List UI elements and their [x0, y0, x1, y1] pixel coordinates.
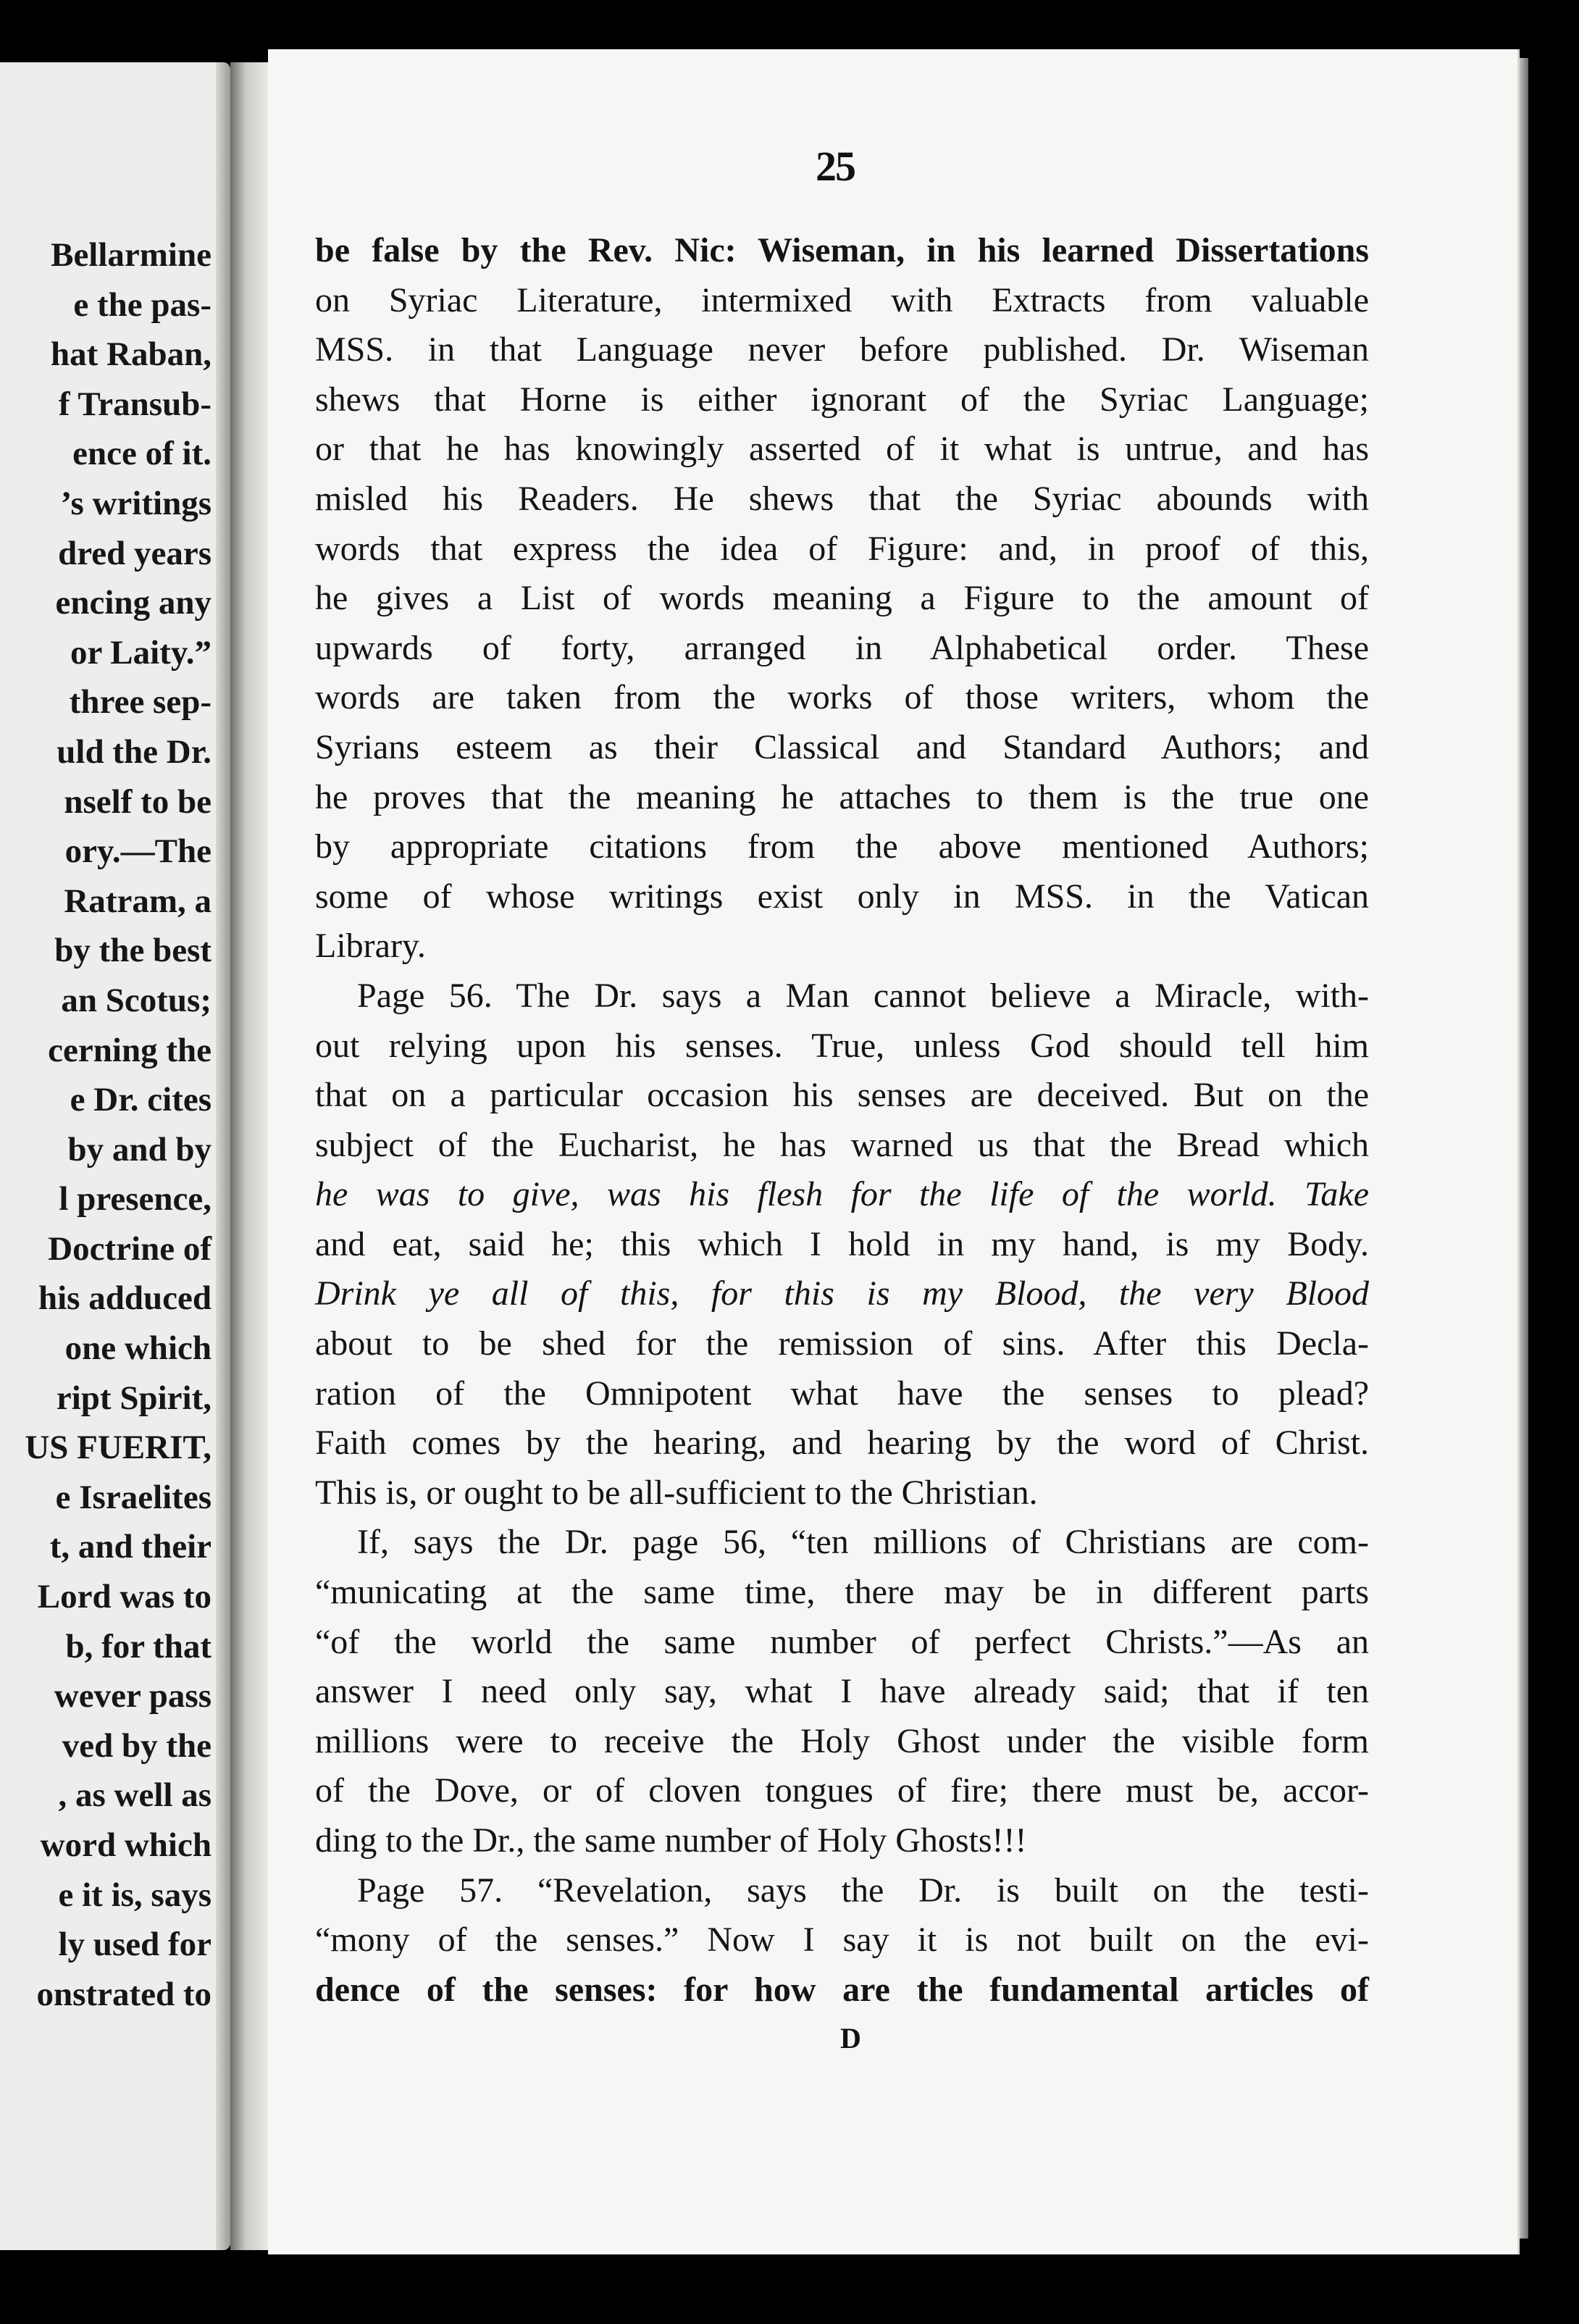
left-page-edge: [216, 62, 230, 2250]
text-line: out relying upon his senses. True, unless God should tell him: [315, 1026, 1369, 1065]
left-line: e the pas-: [73, 285, 211, 324]
left-line: one which: [64, 1329, 211, 1368]
left-line: ’s writings: [60, 484, 211, 522]
text-line: some of whose writings exist only in MSS. in the Vatican: [315, 877, 1369, 916]
page-number: 25: [816, 143, 855, 190]
text-line: he proves that the meaning he attaches to them is the true one: [315, 777, 1369, 816]
left-line: Ratram, a: [64, 882, 211, 920]
text-line: ration of the Omnipotent what have the senses to plead?: [315, 1374, 1369, 1413]
left-line: b, for that: [65, 1627, 211, 1665]
left-line: ly used for: [58, 1926, 211, 1964]
left-line: US FUERIT,: [25, 1429, 211, 1467]
left-facing-page: [0, 62, 230, 2250]
left-line: dred years: [58, 534, 211, 572]
text-line: or that he has knowingly asserted of it what is untrue, and has: [315, 430, 1369, 469]
left-line: uld the Dr.: [56, 732, 211, 771]
text-line: words are taken from the works of those writers, whom the: [315, 678, 1369, 717]
left-line: l presence,: [59, 1180, 211, 1219]
text-line: shews that Horne is either ignorant of the Syriac Language;: [315, 380, 1369, 419]
text-line: Page 57. “Revelation, says the Dr. is built on the testi-: [357, 1871, 1369, 1910]
left-line: e it is, says: [58, 1876, 211, 1914]
text-line: MSS. in that Language never before published. Dr. Wiseman: [315, 330, 1369, 369]
text-line: misled his Readers. He shews that the Syriac abounds with: [315, 479, 1369, 518]
text-line: If, says the Dr. page 56, “ten millions of Christians are com-: [357, 1523, 1369, 1562]
left-line: Lord was to: [37, 1578, 211, 1616]
text-line: dence of the senses: for how are the fundamental articles of: [315, 1970, 1369, 2009]
left-line: by the best: [54, 932, 211, 970]
text-line: “of the world the same number of perfect Christs.”—As an: [315, 1622, 1369, 1661]
text-line: he was to give, was his flesh for the life of the world. Take: [315, 1175, 1369, 1214]
left-line: Doctrine of: [48, 1229, 211, 1268]
text-line: Library.: [315, 927, 426, 966]
left-line: encing any: [55, 584, 211, 622]
left-line: nself to be: [64, 782, 211, 821]
left-line: ence of it.: [72, 435, 211, 473]
text-line: be false by the Rev. Nic: Wiseman, in his learned Dissertations: [315, 231, 1369, 269]
text-line: subject of the Eucharist, he has warned us that the Bread which: [315, 1125, 1369, 1164]
right-page-edge: [1520, 58, 1528, 2239]
left-line: by and by: [67, 1130, 211, 1169]
left-line: three sep-: [69, 683, 211, 722]
left-page-text: [25, 230, 211, 2019]
text-line: Page 56. The Dr. says a Man cannot believe a Miracle, with-: [357, 976, 1369, 1015]
text-line: Syrians esteem as their Classical and Standard Authors; and: [315, 727, 1369, 766]
left-line: hat Raban,: [50, 335, 211, 374]
left-line: t, and their: [49, 1528, 211, 1566]
signature-mark: D: [840, 2022, 861, 2055]
left-line: , as well as: [58, 1776, 211, 1815]
text-line: upwards of forty, arranged in Alphabetical order. These: [315, 628, 1369, 667]
text-line: of the Dove, or of cloven tongues of fire; there must be, accor-: [315, 1771, 1369, 1810]
text-line: “mony of the senses.” Now I say it is not built on the evi-: [315, 1920, 1369, 1960]
text-line: words that express the idea of Figure: and, in proof of this,: [315, 529, 1369, 568]
left-line: onstrated to: [36, 1975, 211, 2013]
text-line: “municating at the same time, there may be in different parts: [315, 1573, 1369, 1612]
text-line: ding to the Dr., the same number of Holy Ghosts!!!: [315, 1821, 1027, 1860]
text-line: on Syriac Literature, intermixed with Extracts from valuable: [315, 280, 1369, 319]
text-line: answer I need only say, what I have already said; that if ten: [315, 1672, 1369, 1711]
text-line: Faith comes by the hearing, and hearing by the word of Christ.: [315, 1424, 1369, 1463]
text-line: he gives a List of words meaning a Figure to the amount of: [315, 579, 1369, 618]
text-line: by appropriate citations from the above mentioned Authors;: [315, 827, 1369, 866]
book-gutter: [230, 62, 268, 2250]
left-line: wever pass: [54, 1677, 211, 1715]
left-line: ved by the: [62, 1726, 211, 1765]
left-line: e Dr. cites: [70, 1081, 211, 1119]
body-text: [315, 226, 1369, 2015]
left-line: an Scotus;: [61, 981, 211, 1019]
left-line: cerning the: [48, 1031, 211, 1069]
left-line: f Transub-: [58, 385, 211, 423]
text-line: about to be shed for the remission of sins. After this Decla-: [315, 1324, 1369, 1363]
left-line: ript Spirit,: [56, 1379, 211, 1417]
left-line: or Laity.”: [70, 633, 211, 672]
text-line: millions were to receive the Holy Ghost under the visible form: [315, 1721, 1369, 1760]
text-line: and eat, said he; this which I hold in my hand, is my Body.: [315, 1224, 1369, 1263]
text-line: that on a particular occasion his senses are deceived. But on the: [315, 1076, 1369, 1115]
text-line: This is, or ought to be all-sufficient to the Christian.: [315, 1473, 1038, 1512]
text-line: Drink ye all of this, for this is my Blood, the very Blood: [315, 1274, 1369, 1313]
left-line: e Israelites: [55, 1478, 211, 1516]
left-line: word which: [40, 1826, 211, 1864]
left-line: ory.—The: [64, 832, 211, 871]
left-line: his adduced: [38, 1279, 211, 1318]
left-line: Bellarmine: [51, 236, 211, 274]
